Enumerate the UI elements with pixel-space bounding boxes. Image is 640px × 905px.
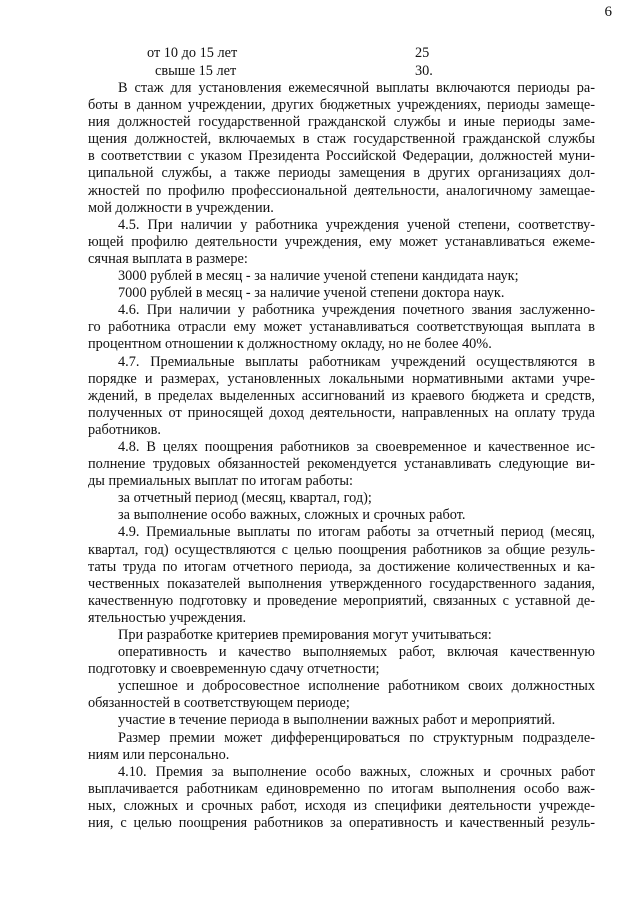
text-line: успешное и добросовестное исполнение работником своих должностных: [118, 678, 595, 695]
text-line: ющей профилю деятельности учреждения, ему может устанавливаться ежеме-: [88, 233, 595, 250]
text-line: ния должностей государственной гражданской службы и иные периоды заме-: [88, 114, 595, 131]
text-line: за выполнение особо важных, сложных и срочных работ.: [118, 507, 466, 524]
text-line: в соответствии с указом Президента Российской Федерации, должностей муни-: [88, 148, 595, 165]
text-line: оперативность и качество выполняемых работ, включая качественную: [118, 644, 595, 661]
text-line: ды премиальных выплат по итогам работы:: [88, 473, 353, 490]
text-line: ния, с целью поощрения работников за оперативность и качественный резуль-: [88, 815, 595, 832]
text-line: го работника отрасли ему может устанавливаться соответствующая выплата в: [88, 319, 595, 336]
text-line: подготовку и своевременную сдачу отчетности;: [88, 661, 380, 678]
text-line: работников.: [88, 421, 161, 438]
text-line: В стаж для установления ежемесячной выплаты включаются периоды ра-: [118, 80, 595, 96]
seniority-value: 25: [415, 45, 430, 61]
seniority-value: 30.: [415, 63, 433, 79]
text-line: 7000 рублей в месяц - за наличие ученой степени доктора наук.: [118, 285, 505, 302]
text-line: 4.10. Премия за выполнение особо важных, сложных и срочных работ: [118, 763, 595, 780]
seniority-row: [0, 63, 640, 81]
text-line: полученных от приносящей доход деятельности, направленных на оплату труда: [88, 404, 595, 421]
text-line: жностей по профилю профессиональной деятельности, аналогичному замещае-: [88, 182, 595, 199]
text-line: мой должности в учреждении.: [88, 199, 274, 216]
text-line: ципальной службы, а также периоды замещения в других организациях дол-: [88, 165, 595, 182]
page-number: 6: [604, 4, 612, 20]
text-line: 4.5. При наличии у работника учреждения ученой степени, соответству-: [118, 216, 595, 233]
text-line: обязанностей в соответствующем периоде;: [88, 695, 350, 712]
text-line: участие в течение периода в выполнении важных работ и мероприятий.: [118, 712, 556, 729]
body-text: [88, 80, 595, 832]
text-line: полнение трудовых обязанностей рекомендуется устанавливать следующие ви-: [88, 456, 595, 473]
text-line: за отчетный период (месяц, квартал, год);: [118, 490, 372, 507]
text-line: качественную подготовку и проведение мероприятий, связанных с уставной де-: [88, 592, 595, 609]
seniority-row: [0, 45, 640, 63]
text-line: процентном отношении к должностному окладу, но не более 40%.: [88, 336, 492, 353]
text-line: таты труда по итогам отчетного периода, за достижение количественных и ка-: [88, 558, 595, 575]
seniority-label: от 10 до 15 лет: [147, 45, 238, 61]
text-line: 4.7. Премиальные выплаты работникам учреждений осуществляются в: [118, 353, 595, 370]
text-line: ниям или персонально.: [88, 746, 230, 763]
text-line: сячная выплата в размере:: [88, 250, 248, 267]
text-line: При разработке критериев премирования могут учитываться:: [118, 627, 492, 643]
text-line: порядке и размерах, установленных локальными нормативными актами учре-: [88, 370, 595, 387]
text-line: квартал, год) осуществляются с целью поощрения работников за общие резуль-: [88, 541, 595, 558]
text-line: Размер премии может дифференцироваться по структурным подразделе-: [118, 729, 595, 746]
text-line: выплачивается работникам единовременно по итогам выполнения особо важ-: [88, 780, 595, 797]
text-line: ных, сложных и срочных работ, исходя из специфики деятельности учрежде-: [88, 797, 595, 814]
text-line: щения должностей, включаемых в стаж государственной гражданской службы: [88, 131, 595, 148]
seniority-label: свыше 15 лет: [155, 63, 237, 79]
text-line: боты в данном учреждении, других бюджетных учреждениях, периоды замеще-: [88, 97, 595, 114]
text-line: 4.9. Премиальные выплаты по итогам работы за отчетный период (месяц,: [118, 524, 595, 541]
text-line: ждений, в пределах выделенных ассигнований из краевого бюджета и средств,: [88, 387, 595, 404]
text-line: 3000 рублей в месяц - за наличие ученой степени кандидата наук;: [118, 268, 519, 285]
text-line: 4.6. При наличии у работника учреждения почетного звания заслуженно-: [118, 302, 595, 319]
text-line: чественных показателей выполнения утвержденного государственного задания,: [88, 575, 595, 592]
text-line: 4.8. В целях поощрения работников за своевременное и качественное ис-: [118, 438, 595, 455]
text-line: ятельностью учреждения.: [88, 609, 247, 626]
